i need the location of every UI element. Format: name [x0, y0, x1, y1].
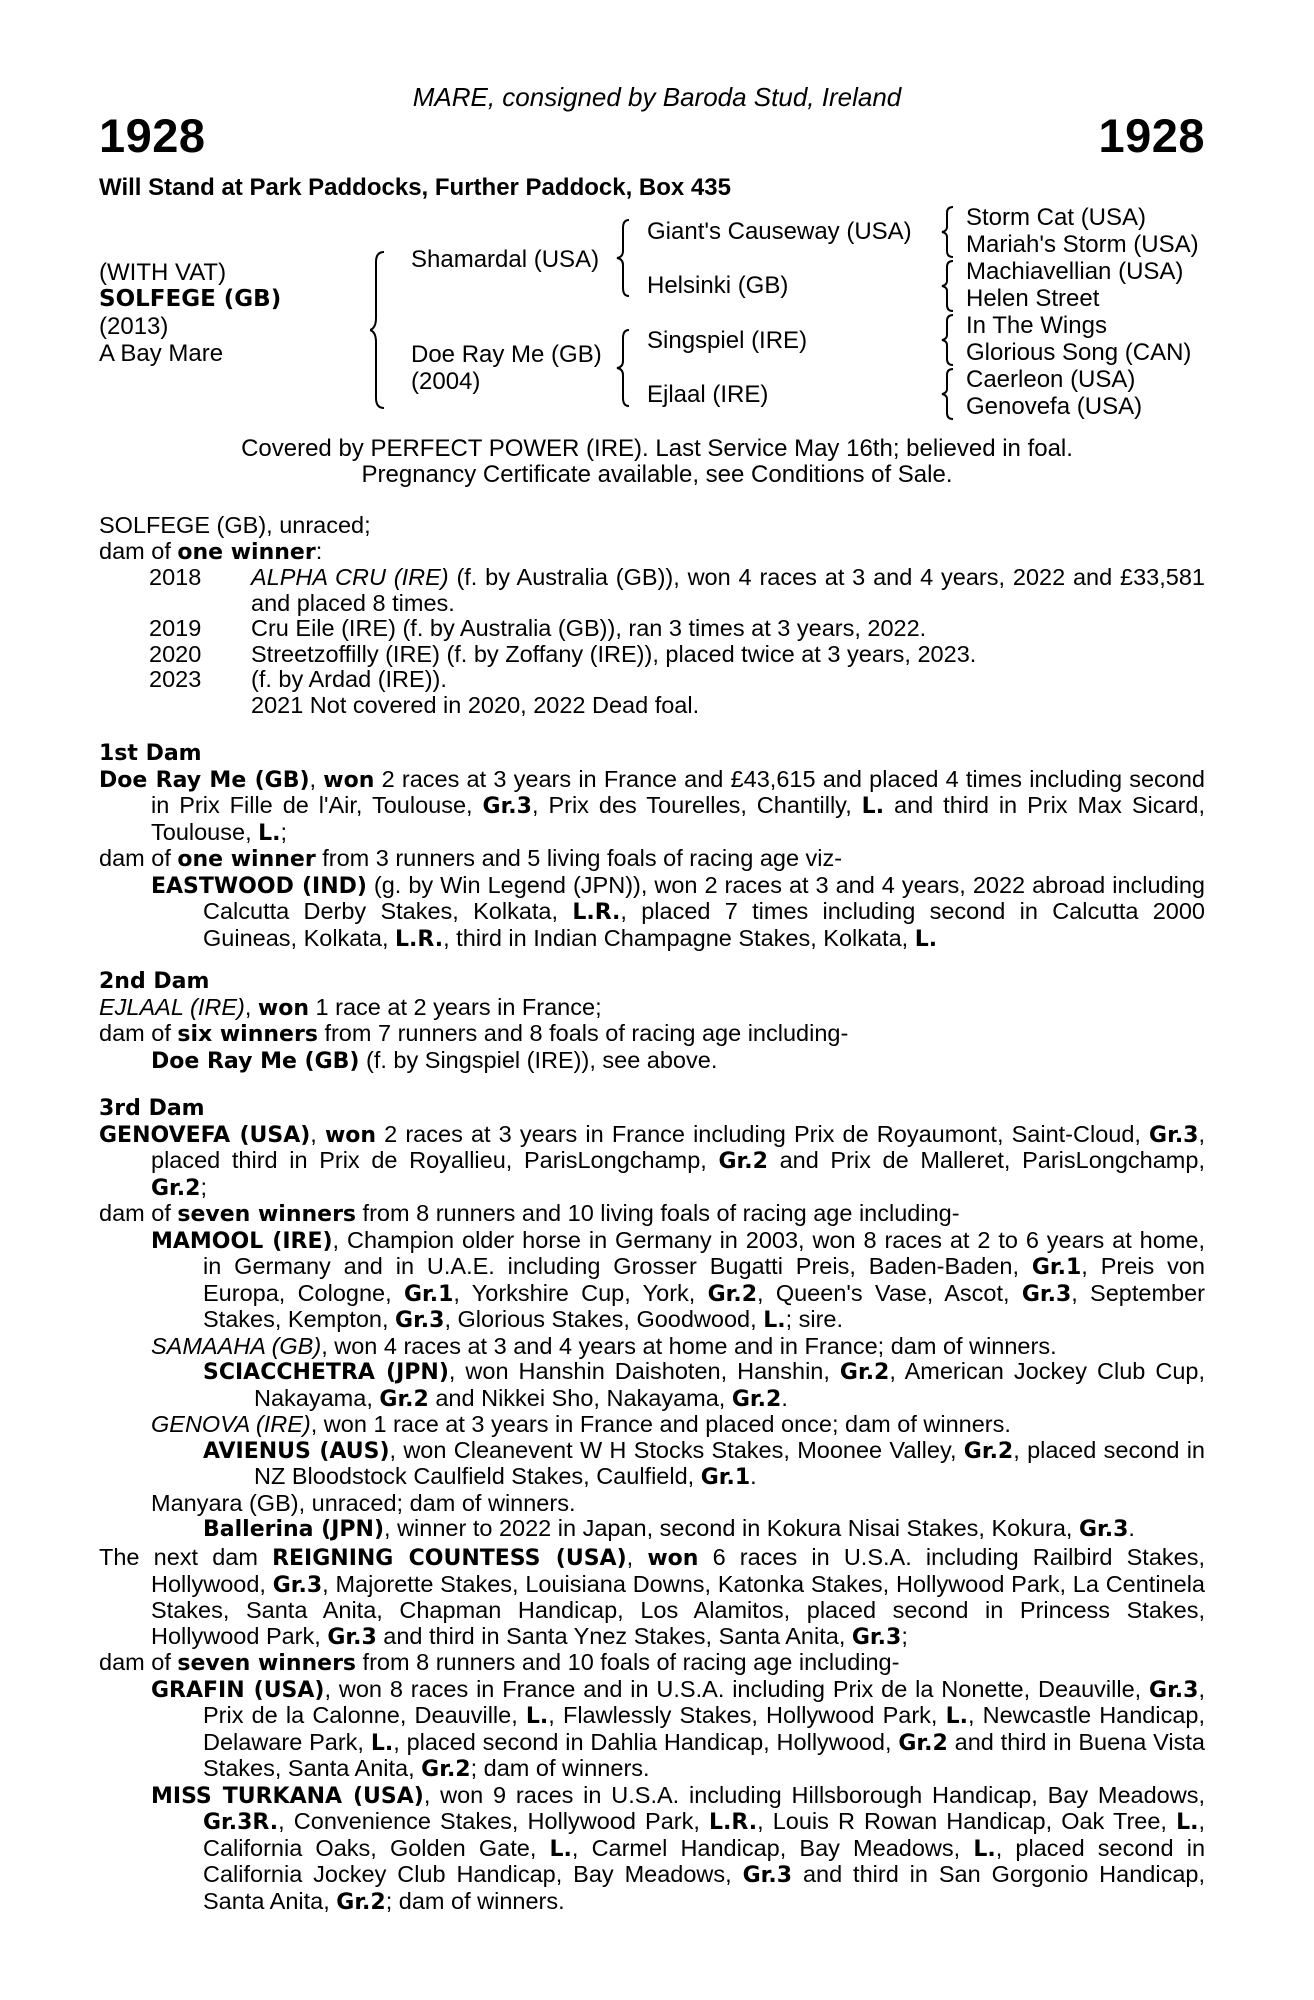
first-dam-dam-of: dam of one winner from 3 runners and 5 living foals of racing age viz- — [99, 845, 843, 872]
produce-dam-of: dam of one winner: — [99, 537, 323, 565]
third-dam-heading: 3rd Dam — [99, 1096, 205, 1121]
horse-year: (2013) — [99, 313, 169, 340]
foal-year: 2023 — [149, 666, 202, 692]
pedigree-g2: Mariah's Storm (USA) — [966, 231, 1199, 258]
second-dam-section — [99, 969, 1205, 1074]
foal-row — [149, 616, 1205, 642]
progeny-ballerina: Ballerina (JPN), winner to 2022 in Japan, second in Kokura Nisai Stakes, Kokura, Gr.3. — [203, 1515, 1135, 1542]
progeny-genova: GENOVA (IRE), won 1 race at 3 years in France and placed once; dam of winners. — [151, 1411, 1011, 1437]
pedigree-g7: Caerleon (USA) — [966, 366, 1136, 393]
lot-number-left: 1928 — [99, 109, 206, 162]
progeny-grafin: GRAFIN (USA), won 8 races in France and in U.S.A. including Prix de la Nonette, Deauville, Gr.3, Prix de la Calonne, Deauville, L., Flawlessly Stakes, Hollywood Park, L., Newcastle Handicap, Delaware Park, L., placed second in Dahlia Handicap, Hollywood, Gr.2 and third in Buena Vista Stakes, Santa Anita, Gr.2; dam of winners. — [151, 1675, 1206, 1782]
grand-brace-3 — [940, 313, 956, 367]
second-dam-heading: 2nd Dam — [99, 969, 210, 994]
first-dam-heading: 1st Dam — [99, 741, 202, 766]
progeny-avienus: AVIENUS (AUS), won Cleanevent W H Stocks Stakes, Moonee Valley, Gr.2, placed second in NZ Bloodstock Caulfield Stakes, Caulfield, Gr.1. — [203, 1436, 1205, 1490]
dam-brace — [615, 328, 633, 408]
foal-entry: (f. by Ardad (IRE)). — [251, 666, 447, 692]
progeny-mamool: MAMOOL (IRE), Champion older horse in Germany in 2003, won 8 races at 2 to 6 years at home, in Germany and in U.A.E. including Grosser Bugatti Preis, Baden-Baden, Gr.1, Preis von Europa, Cologne, Gr.1, Yorkshire Cup, York, Gr.2, Queen's Vase, Ascot, Gr.3, September Stakes, Kempton, Gr.3, Glorious Stakes, Goodwood, L.; sire. — [151, 1226, 1206, 1333]
third-dam-section — [99, 1096, 1205, 1543]
pedigree-g3: Machiavellian (USA) — [966, 258, 1184, 285]
foal-entry: Streetzoffilly (IRE) (f. by Zoffany (IRE)), placed twice at 3 years, 2023. — [251, 640, 977, 667]
progeny-miss-turkana: MISS TURKANA (USA), won 9 races in U.S.A. including Hillsborough Handicap, Bay Meadows, Gr.3R., Convenience Stakes, Hollywood Park, L.R., Louis R Rowan Handicap, Oak Tree, L., California Oaks, Golden Gate, L., Carmel Handicap, Bay Meadows, L., placed second in California Jockey Club Handicap, Bay Meadows, Gr.3 and third in San Gorgonio Handicap, Santa Anita, Gr.2; dam of winners. — [151, 1781, 1206, 1915]
foal-year — [149, 693, 251, 719]
next-dam-section — [99, 1545, 1205, 1915]
produce-section — [99, 513, 1205, 718]
sire: Shamardal (USA) — [411, 246, 600, 273]
sire-brace — [615, 218, 633, 298]
lot-number-right: 1928 — [1098, 109, 1205, 162]
dam-sire: Singspiel (IRE) — [647, 327, 808, 354]
second-dam-dam-of: dam of six winners from 7 runners and 8 foals of racing age including- — [99, 1020, 849, 1047]
foal-year: 2020 — [149, 640, 202, 667]
foal-row — [149, 565, 1205, 616]
foal-row — [149, 642, 1205, 668]
pedigree-g8: Genovefa (USA) — [966, 393, 1143, 420]
next-dam-dam-of: dam of seven winners from 8 runners and 10 foals of racing age including- — [99, 1649, 900, 1676]
grand-brace-2 — [940, 259, 956, 313]
dam-year: (2004) — [411, 368, 481, 395]
horse-vat: (WITH VAT) — [99, 259, 227, 286]
second-dam-progeny: Doe Ray Me (GB) (f. by Singspiel (IRE)), see above. — [151, 1046, 718, 1074]
second-dam-record: EJLAAL (IRE), won 1 race at 2 years in France; — [99, 993, 602, 1021]
first-dam-section — [99, 741, 1205, 952]
sire-sire: Giant's Causeway (USA) — [647, 218, 912, 245]
stand-location: Will Stand at Park Paddocks, Further Paddock, Box 435 — [99, 174, 731, 201]
progeny-manyara: Manyara (GB), unraced; dam of winners. — [151, 1489, 576, 1516]
grand-brace-4 — [940, 367, 956, 421]
pedigree-g5: In The Wings — [966, 312, 1107, 339]
covering-line: Covered by PERFECT POWER (IRE). Last Service May 16th; believed in foal. — [241, 435, 1073, 462]
next-dam-record: The next dam REIGNING COUNTESS (USA), won 6 races in U.S.A. including Railbird Stakes, Hollywood, Gr.3, Majorette Stakes, Louisiana Downs, Katonka Stakes, Hollywood Park, La Centinela Stakes, Santa Anita, Chapman Handicap, Los Alamitos, placed second in Princess Stakes, Hollywood Park, Gr.3 and third in Santa Ynez Stakes, Santa Anita, Gr.3; — [99, 1544, 1205, 1650]
foal-entry: 2021 Not covered in 2020, 2022 Dead foal. — [251, 691, 700, 718]
pedigree-g4: Helen Street — [966, 285, 1100, 312]
horse-description: A Bay Mare — [99, 340, 224, 367]
horse-name: SOLFEGE (GB) — [99, 286, 282, 312]
foal-table — [149, 565, 1205, 718]
dam-dam: Ejlaal (IRE) — [647, 381, 769, 408]
pregnancy-line: Pregnancy Certificate available, see Conditions of Sale. — [361, 461, 953, 488]
foal-entry: Cru Eile (IRE) (f. by Australia (GB)), ran 3 times at 3 years, 2022. — [251, 615, 927, 641]
pedigree-brace-main — [370, 250, 390, 410]
sire-dam: Helsinki (GB) — [647, 272, 789, 299]
pedigree-g1: Storm Cat (USA) — [966, 204, 1147, 231]
foal-row — [149, 693, 1205, 719]
foal-year: 2019 — [149, 615, 202, 641]
foal-entry: ALPHA CRU (IRE) (f. by Australia (GB)), won 4 races at 3 and 4 years, 2022 and £33,581 and placed 8 times. — [251, 564, 1205, 616]
pedigree-g6: Glorious Song (CAN) — [966, 339, 1192, 366]
grand-brace-1 — [940, 205, 956, 259]
progeny-samaaha: SAMAAHA (GB), won 4 races at 3 and 4 years at home and in France; dam of winners. — [151, 1332, 1057, 1359]
foal-year: 2018 — [149, 564, 202, 590]
third-dam-record: GENOVEFA (USA), won 2 races at 3 years in France including Prix de Royaumont, Saint-Cloud, Gr.3, placed third in Prix de Royallieu, ParisLongchamp, Gr.2 and Prix de Malleret, ParisLongchamp, Gr.2; — [99, 1120, 1206, 1201]
first-dam-record: Doe Ray Me (GB), won 2 races at 3 years in France and £43,615 and placed 4 times including second in Prix Fille de l'Air, Toulouse, Gr.3, Prix des Tourelles, Chantilly, L. and third in Prix Max Sicard, Toulouse, L.; — [99, 765, 1206, 846]
foal-row — [149, 667, 1205, 693]
progeny-sciacchetra: SCIACCHETRA (JPN), won Hanshin Daishoten, Hanshin, Gr.2, American Jockey Club Cup, Nakayama, Gr.2 and Nikkei Sho, Nakayama, Gr.2. — [203, 1358, 1206, 1412]
produce-intro: SOLFEGE (GB), unraced; — [99, 512, 371, 538]
consignment-line: MARE, consigned by Baroda Stud, Ireland — [412, 82, 902, 112]
dam: Doe Ray Me (GB) — [411, 341, 602, 368]
third-dam-dam-of: dam of seven winners from 8 runners and 10 living foals of racing age including- — [99, 1200, 960, 1227]
first-dam-progeny: EASTWOOD (IND) (g. by Win Legend (JPN)), won 2 races at 3 and 4 years, 2022 abroad including Calcutta Derby Stakes, Kolkata, L.R., placed 7 times including second in Calcutta 2000 Guineas, Kolkata, L.R., third in Indian Champagne Stakes, Kolkata, L. — [151, 871, 1206, 952]
